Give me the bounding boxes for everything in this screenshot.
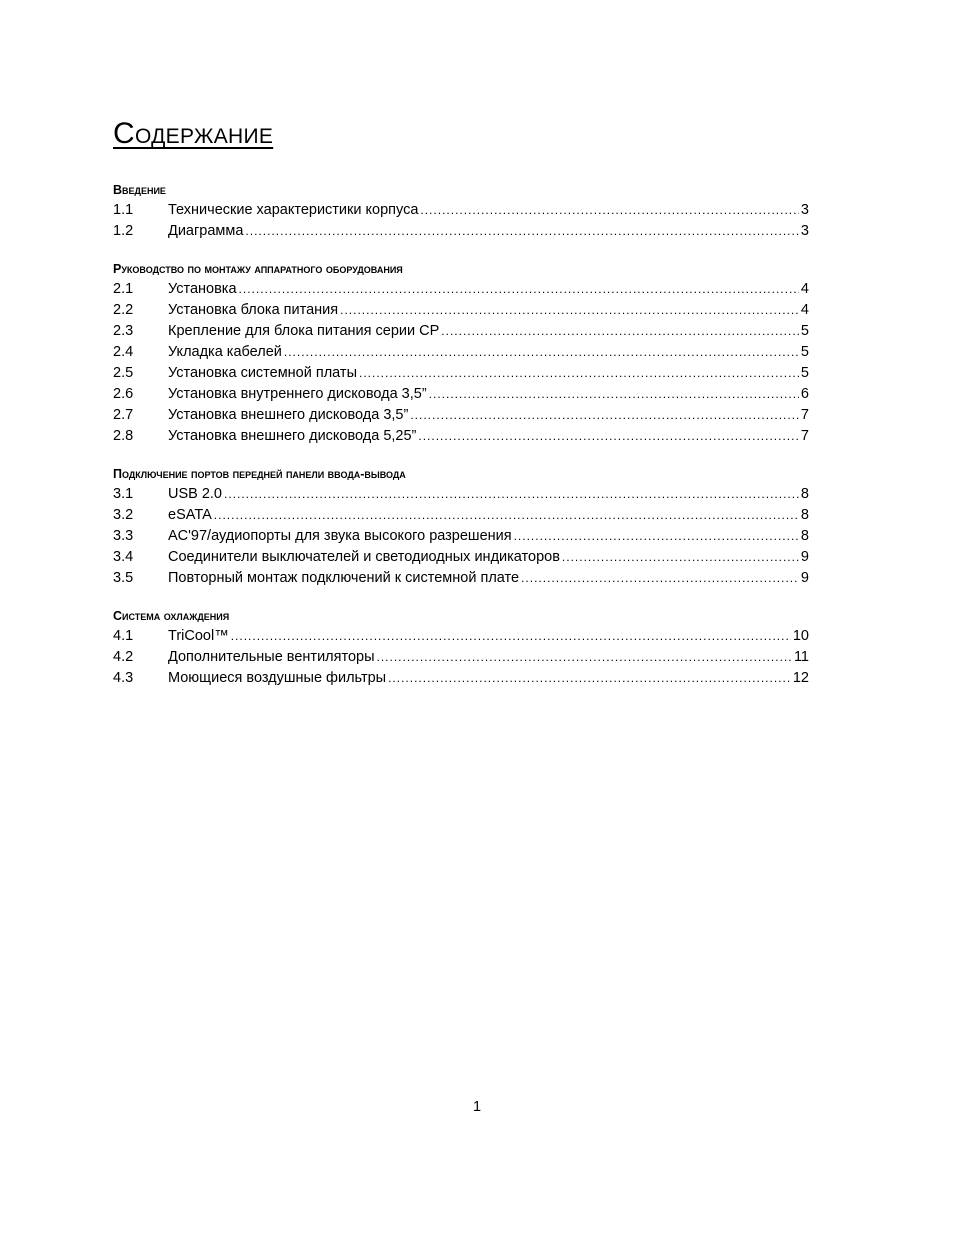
entry-title: Установка внешнего дисковода 5,25” [168, 428, 417, 444]
dot-leader [377, 647, 792, 668]
toc-entry[interactable] [113, 568, 809, 589]
page-title: Содержание [113, 117, 274, 150]
entry-number: 1.2 [113, 223, 134, 239]
dot-leader [224, 484, 799, 505]
entry-page: 5 [800, 323, 809, 339]
dot-leader [284, 342, 799, 363]
entry-number: 2.6 [113, 386, 134, 402]
entry-title: USB 2.0 [168, 486, 222, 502]
section-heading: Руководство по монтажу аппаратного оборудования [113, 262, 403, 276]
entry-number: 3.5 [113, 570, 134, 586]
entry-number: 2.2 [113, 302, 134, 318]
toc-entry[interactable] [113, 626, 809, 647]
section-heading: Введение [113, 183, 166, 197]
entry-title: Установка системной платы [168, 365, 357, 381]
dot-leader [340, 300, 799, 321]
entry-page: 3 [800, 202, 809, 218]
entry-page: 9 [800, 570, 809, 586]
dot-leader [231, 626, 791, 647]
entry-title: TriCool™ [168, 628, 229, 644]
toc-section [113, 180, 809, 242]
toc-entry[interactable] [113, 505, 809, 526]
toc-section [113, 259, 809, 447]
entry-title: Установка блока питания [168, 302, 339, 318]
toc-entry[interactable] [113, 526, 809, 547]
toc-entry[interactable] [113, 668, 809, 689]
section-heading: Система охлаждения [113, 609, 230, 623]
entry-page: 5 [800, 365, 809, 381]
entry-page: 6 [800, 386, 809, 402]
toc-entry[interactable] [113, 300, 809, 321]
entry-title: eSATA [168, 507, 212, 523]
entry-number: 2.5 [113, 365, 134, 381]
toc-entry[interactable] [113, 484, 809, 505]
dot-leader [521, 568, 799, 589]
toc-entry[interactable] [113, 405, 809, 426]
table-of-contents [113, 180, 809, 706]
entry-title: Установка внешнего дисковода 3,5” [168, 407, 409, 423]
entry-page: 8 [800, 486, 809, 502]
entry-page: 11 [793, 649, 809, 665]
entry-page: 4 [800, 281, 809, 297]
toc-entry[interactable] [113, 384, 809, 405]
entry-title: Соединители выключателей и светодиодных индикаторов [168, 549, 560, 565]
entry-page: 7 [800, 407, 809, 423]
entry-title: Повторный монтаж подключений к системной плате [168, 570, 520, 586]
entry-title: Установка [168, 281, 237, 297]
toc-entry[interactable] [113, 279, 809, 300]
entry-title: Крепление для блока питания серии CP [168, 323, 440, 339]
entry-title: AC'97/аудиопорты для звука высокого разрешения [168, 528, 512, 544]
entry-page: 8 [800, 528, 809, 544]
entry-title: Укладка кабелей [168, 344, 282, 360]
section-heading: Подключение портов передней панели ввода-вывода [113, 467, 406, 481]
dot-leader [245, 221, 799, 242]
entry-title: Диаграмма [168, 223, 244, 239]
entry-number: 4.3 [113, 670, 134, 686]
toc-entry[interactable] [113, 647, 809, 668]
entry-title: Технические характеристики корпуса [168, 202, 419, 218]
entry-number: 3.1 [113, 486, 134, 502]
entry-number: 2.3 [113, 323, 134, 339]
entry-number: 3.2 [113, 507, 134, 523]
entry-page: 12 [792, 670, 809, 686]
entry-title: Установка внутреннего дисковода 3,5” [168, 386, 427, 402]
entry-number: 2.7 [113, 407, 134, 423]
toc-entry[interactable] [113, 200, 809, 221]
entry-page: 7 [800, 428, 809, 444]
toc-section [113, 606, 809, 689]
dot-leader [441, 321, 799, 342]
dot-leader [514, 526, 799, 547]
toc-entry[interactable] [113, 342, 809, 363]
entry-title: Моющиеся воздушные фильтры [168, 670, 387, 686]
dot-leader [214, 505, 799, 526]
entry-number: 2.1 [113, 281, 134, 297]
entry-page: 5 [800, 344, 809, 360]
dot-leader [239, 279, 799, 300]
entry-title: Дополнительные вентиляторы [168, 649, 375, 665]
entry-number: 2.8 [113, 428, 134, 444]
dot-leader [410, 405, 799, 426]
toc-entry[interactable] [113, 221, 809, 242]
entry-page: 9 [800, 549, 809, 565]
entry-number: 4.1 [113, 628, 134, 644]
entry-number: 3.4 [113, 549, 134, 565]
entry-page: 8 [800, 507, 809, 523]
entry-number: 1.1 [113, 202, 134, 218]
dot-leader [359, 363, 799, 384]
entry-page: 10 [792, 628, 809, 644]
dot-leader [418, 426, 799, 447]
page-number: 1 [472, 1099, 482, 1115]
dot-leader [429, 384, 799, 405]
toc-section [113, 464, 809, 589]
toc-entry[interactable] [113, 547, 809, 568]
toc-entry[interactable] [113, 321, 809, 342]
entry-page: 4 [800, 302, 809, 318]
entry-number: 3.3 [113, 528, 134, 544]
dot-leader [388, 668, 791, 689]
dot-leader [562, 547, 799, 568]
dot-leader [420, 200, 799, 221]
toc-entry[interactable] [113, 363, 809, 384]
entry-page: 3 [800, 223, 809, 239]
entry-number: 4.2 [113, 649, 134, 665]
entry-number: 2.4 [113, 344, 134, 360]
toc-entry[interactable] [113, 426, 809, 447]
